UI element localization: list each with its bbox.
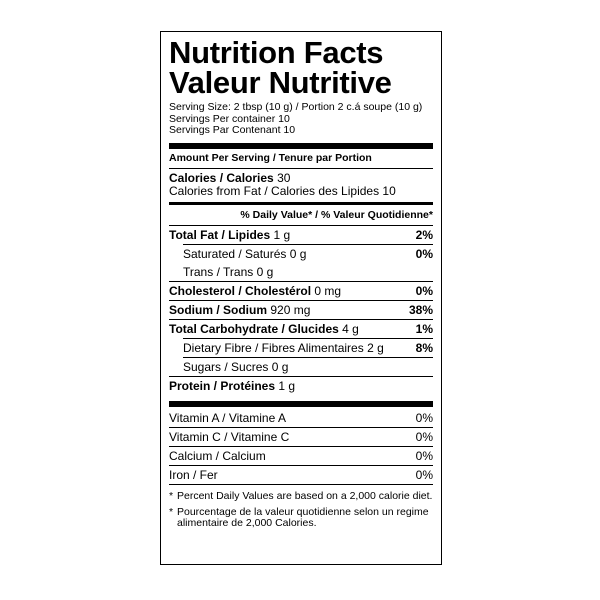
nutrient-amount: 0 g	[271, 359, 289, 374]
nutrient-pct: 0%	[415, 246, 433, 261]
calories-block	[169, 169, 433, 202]
nutrient-row-cholesterol	[169, 282, 433, 300]
vitamin-pct: 0%	[415, 410, 433, 425]
nutrient-label: Total Carbohydrate / Glucides	[169, 321, 339, 336]
serving-info	[169, 102, 433, 137]
amount-per-serving: Amount Per Serving / Tenure par Portion	[169, 151, 372, 164]
vitamins-list	[169, 407, 433, 484]
nutrient-label: Total Fat / Lipides	[169, 227, 271, 242]
vitamin-row	[169, 428, 433, 446]
vitamin-pct: 0%	[415, 448, 433, 463]
nutrient-amount: 2 g	[367, 340, 384, 355]
vitamin-label: Iron / Fer	[169, 467, 218, 482]
nutrient-amount: 0 g	[256, 264, 274, 279]
nutrient-amount: 4 g	[342, 321, 359, 336]
footnote-star: *	[169, 505, 174, 518]
servings-per-container-en: Servings Per container 10	[169, 112, 290, 125]
nutrient-label: Dietary Fibre / Fibres Alimentaires	[183, 340, 364, 355]
servings-per-container-fr: Servings Par Contenant 10	[169, 124, 296, 136]
vitamin-label: Vitamin C / Vitamine C	[169, 429, 290, 444]
title-french: Valeur Nutritive	[169, 65, 392, 100]
nutrient-amount: 0 g	[289, 246, 307, 261]
nutrient-amount: 1 g	[278, 378, 296, 393]
nutrient-label: Sodium / Sodium	[169, 302, 267, 317]
nutrient-amount: 1 g	[273, 227, 291, 242]
vitamin-label: Vitamin A / Vitamine A	[169, 410, 286, 425]
footnote-english	[169, 491, 433, 502]
nutrient-row-sodium	[169, 301, 433, 319]
nutrient-pct: 38%	[408, 302, 433, 317]
nutrient-row-sugars	[169, 358, 433, 376]
nutrient-label: Sugars / Sucres	[183, 359, 269, 374]
footnote-french	[169, 507, 433, 529]
nutrient-pct: 8%	[415, 340, 433, 355]
vitamin-label: Calcium / Calcium	[169, 448, 266, 463]
serving-size: Serving Size: 2 tbsp (10 g) / Portion 2 c.á soupe (10 g)	[169, 101, 423, 113]
vitamin-row	[169, 407, 433, 427]
nutrient-row-carbohydrate	[169, 320, 433, 338]
footnote-text: Percent Daily Values are based on a 2,000 calorie diet.	[177, 489, 433, 502]
nutrient-row-trans	[169, 263, 433, 281]
nutrient-pct: 2%	[415, 227, 433, 242]
daily-value-header: % Daily Value* / % Valeur Quotidienne*	[240, 208, 433, 221]
nutrient-row-protein	[169, 377, 433, 401]
label-title	[169, 35, 433, 100]
nutrient-pct: 0%	[415, 283, 433, 298]
title-english: Nutrition Facts	[169, 35, 384, 70]
nutrient-row-total-fat	[169, 226, 433, 244]
footnotes	[169, 485, 433, 529]
nutrient-row-saturated	[169, 245, 433, 263]
nutrient-label: Trans / Trans	[183, 264, 254, 279]
nutrient-pct: 1%	[415, 321, 433, 336]
footnote-star: *	[169, 489, 174, 502]
vitamin-row	[169, 466, 433, 484]
footnote-text: Pourcentage de la valeur quotidienne selon un regime alimentaire de 2,000 Calories.	[177, 505, 429, 529]
calories-value: 30	[277, 170, 291, 185]
nutrition-facts-label	[160, 31, 442, 565]
vitamin-row	[169, 447, 433, 465]
vitamin-pct: 0%	[415, 429, 433, 444]
calories-from-fat: Calories from Fat / Calories des Lipides 10	[169, 183, 396, 198]
vitamin-pct: 0%	[415, 467, 433, 482]
nutrient-label: Protein / Protéines	[169, 378, 276, 393]
calories-label: Calories / Calories	[169, 170, 274, 185]
nutrient-label: Cholesterol / Cholestérol	[169, 283, 312, 298]
nutrient-row-fibre	[169, 339, 433, 357]
nutrient-amount: 920 mg	[270, 302, 311, 317]
nutrient-amount: 0 mg	[314, 283, 342, 298]
nutrient-label: Saturated / Saturés	[183, 246, 287, 261]
